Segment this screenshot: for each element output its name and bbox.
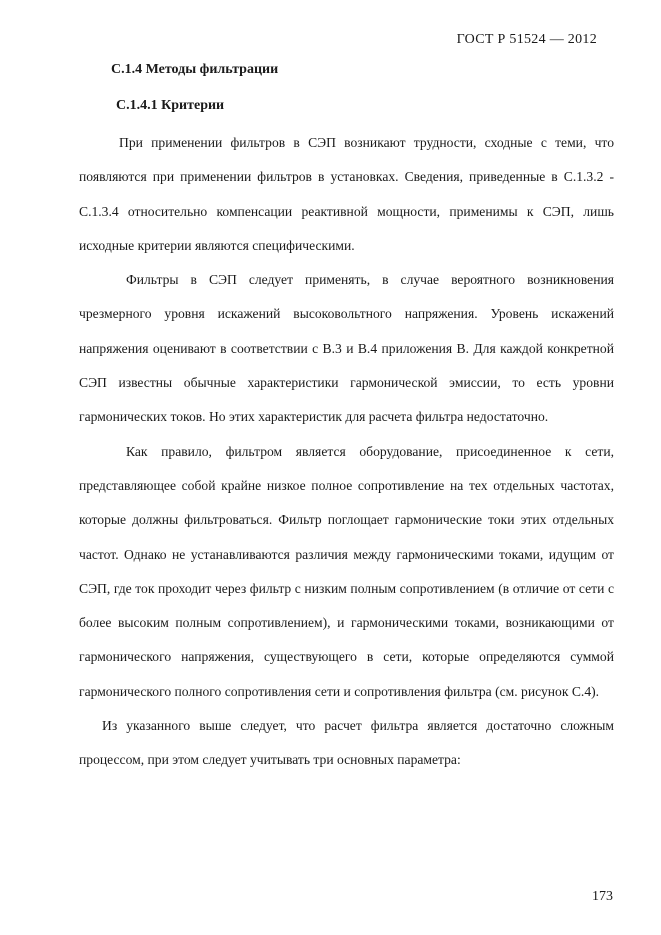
paragraph-4: Из указанного выше следует, что расчет фильтра является достаточно сложным процессом, при этом следует учитывать три основных параметра: [79,718,614,768]
paragraph-2: Фильтры в СЭП следует применять, в случае вероятного возникновения чрезмерного уровня искажений высоковольтного напряжения. Уровень искажений напряжения оценивают в соответствии с В.3 и В.4 приложения В. Для каждой конкретной СЭП известны обычные характеристики гармонической эмиссии, то есть уровни гармонических токов. Но этих характеристик для расчета фильтра недостаточно. [79,272,614,425]
section-heading: С.1.4 Методы фильтрации [111,62,279,77]
body-text [79,126,614,778]
page-number: 173 [592,889,613,904]
paragraph-3: Как правило, фильтром является оборудование, присоединенное к сети, представляющее собой крайне низкое полное сопротивление на тех отдельных частотах, которые должны фильтроваться. Фильтр поглощает гармонические токи этих отдельных частот. Однако не устанавливаются различия между гармоническими токами, идущим от СЭП, где ток проходит через фильтр с низким полным сопротивлением (в отличие от сети с более высоким полным сопротивлением), и гармоническими токами, возникающими от гармонического напряжения, существующего в сети, которые определяются суммой гармонического полного сопротивления сети и сопротивления фильтра (см. рисунок С.4). [79,443,614,699]
standard-header: ГОСТ Р 51524 — 2012 [456,32,597,47]
subsection-heading: С.1.4.1 Критерии [116,98,225,113]
paragraph-1: При применении фильтров в СЭП возникают трудности, сходные с теми, что появляются при применении фильтров в установках. Сведения, приведенные в С.1.3.2 - С.1.3.4 относительно компенсации реактивной мощности, применимы к СЭП, лишь исходные критерии являются специфическими. [79,135,614,253]
